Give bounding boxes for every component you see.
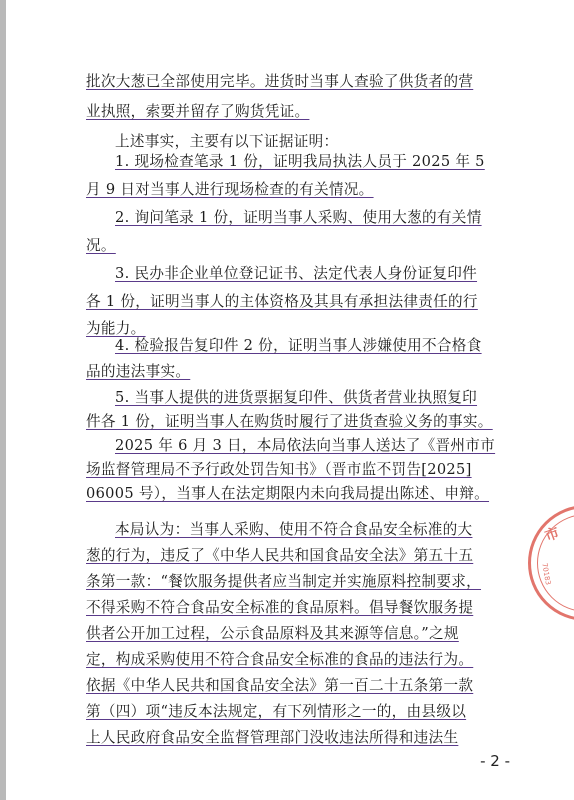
text-line: 本局认为：当事人采购、使用不符合食品安全标准的大 — [115, 521, 473, 538]
text-line: 葱的行为，违反了《中华人民共和国食品安全法》第五十五 — [86, 547, 474, 564]
text-line: 06005 号），当事人在法定期限内未向我局提出陈述、申辩。 — [86, 485, 490, 502]
text-line: 供者公开加工过程，公示食品原料及其来源等信息。”之规 — [86, 625, 459, 642]
text-line: 上人民政府食品安全监督管理部门没收违法所得和违法生 — [86, 729, 459, 746]
text-line: 各 1 份，证明当事人的主体资格及其具有承担法律责任的行 — [86, 293, 478, 310]
text-line: 3. 民办非企业单位登记证书、法定代表人身份证复印件 — [115, 265, 478, 282]
text-line: 批次大葱已全部使用完毕。进货时当事人查验了供货者的营 — [86, 73, 474, 90]
text-line: 2025 年 6 月 3 日，本局依法向当事人送达了《晋州市市 — [115, 437, 496, 454]
text-line: 2. 询问笔录 1 份，证明当事人采购、使用大葱的有关情 — [115, 209, 482, 226]
text-line: 为能力。 — [86, 320, 146, 337]
scan-edge — [0, 0, 6, 800]
text-line: 依据《中华人民共和国食品安全法》第一百二十五条第一款 — [86, 677, 474, 694]
text-line: 1. 现场检查笔录 1 份，证明我局执法人员于 2025 年 5 — [115, 153, 485, 170]
text-line: 况。 — [86, 237, 116, 254]
text-line: 业执照，索要并留存了购货凭证。 — [86, 103, 310, 120]
text-line: 5. 当事人提供的进货票据复印件、供货者营业执照复印 — [115, 389, 478, 406]
text-line: 第（四）项“违反本法规定，有下列情形之一的，由县级以 — [86, 703, 467, 720]
text-line: 条第一款：“餐饮服务提供者应当制定并实施原料控制要求， — [86, 573, 482, 590]
text-line: 件各 1 份，证明当事人在购货时履行了进货查验义务的事实。 — [86, 413, 493, 430]
text-line: 不得采购不符合食品安全标准的食品原料。倡导餐饮服务提 — [86, 599, 474, 616]
official-seal — [528, 505, 574, 621]
page-number: - 2 - — [480, 752, 510, 770]
text-line: 定，构成采购使用不符合食品安全标准的食品的违法行为。 — [86, 651, 474, 668]
seal-text: 市 — [543, 525, 562, 545]
text-line: 场监督管理局不予行政处罚告知书》（晋市监不罚告[2025] — [86, 461, 472, 478]
text-line: 月 9 日对当事人进行现场检查的有关情况。 — [86, 181, 374, 198]
text-line: 4. 检验报告复印件 2 份，证明当事人涉嫌使用不合格食 — [115, 337, 482, 354]
text-line: 品的违法事实。 — [86, 363, 191, 380]
seal-number: 70183 — [540, 562, 553, 586]
text-line: 上述事实，主要有以下证据证明： — [115, 133, 339, 150]
